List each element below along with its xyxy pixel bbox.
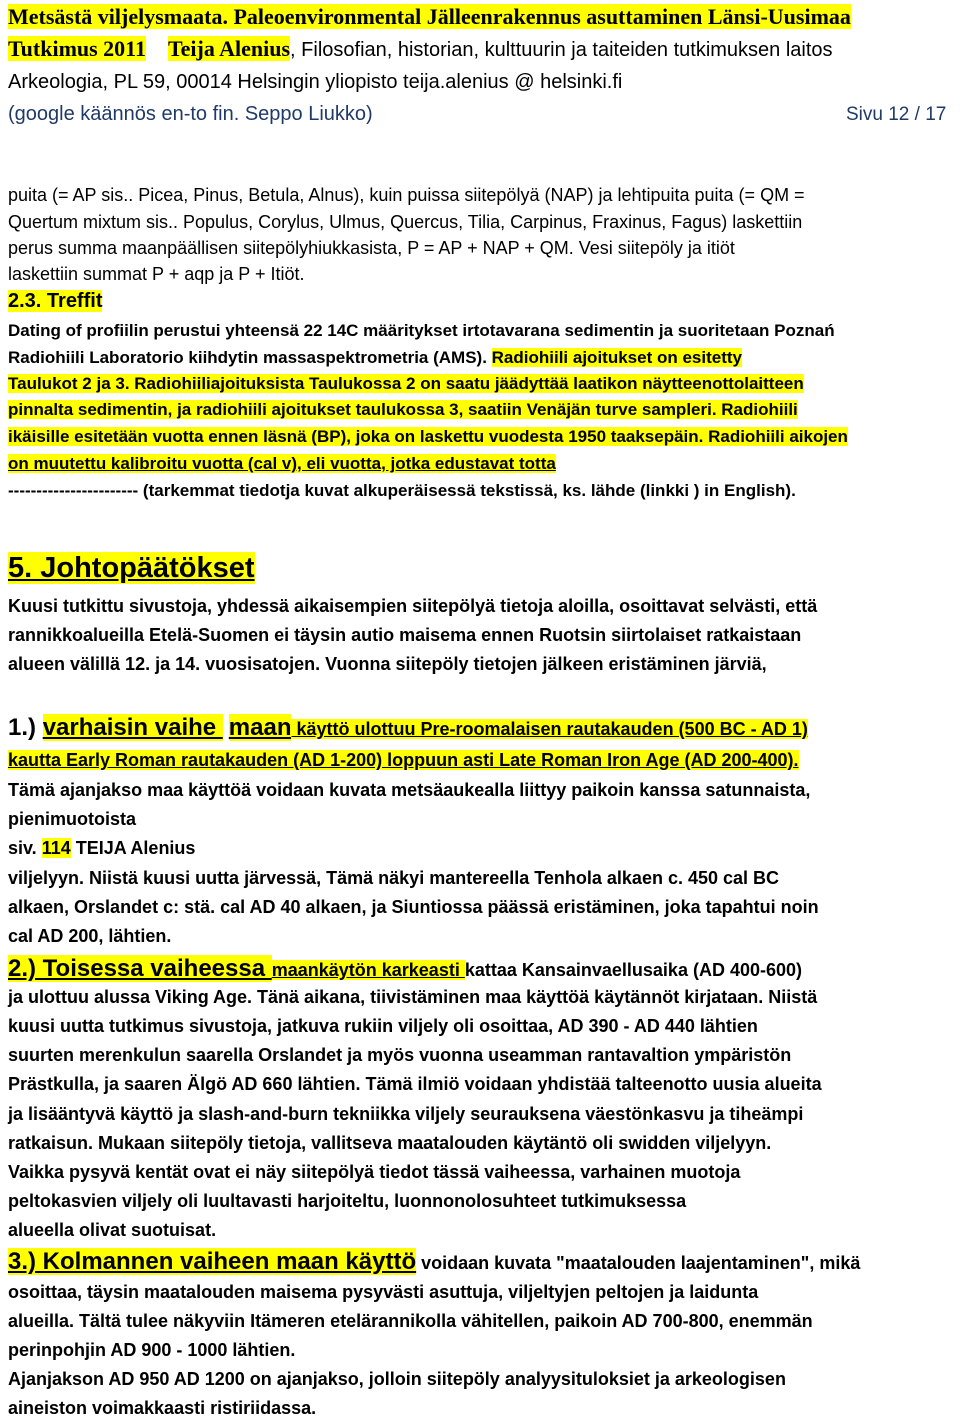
section-heading-conclusions: [8, 554, 255, 583]
phase1-title-maan: maan: [228, 714, 292, 741]
phase1-title: varhaisin vaihe: [42, 714, 223, 741]
phase2-line-2: kuusi uutta tutkimus sivustoja, jatkuva rukiin viljely oli osoittaa, AD 390 - AD 440 lähtien: [8, 1016, 758, 1036]
doc-title: [8, 6, 851, 28]
doc-subtitle: [8, 38, 833, 60]
phase2-line-6: ratkaisun. Mukaan siitepöly tietoja, vallitseva maatalouden käytäntö oli swidden viljelyyn.: [8, 1133, 772, 1153]
doc-title-text: Metsästä viljelysmaata. Paleoenvironmental Jälleenrakennus asuttaminen Länsi-Uusimaa: [8, 4, 851, 29]
phase2-line-7: Vaikka pysyvä kentät ovat ei näy siitepölyä tiedot tässä vaiheessa, varhainen muotoja: [8, 1162, 741, 1182]
page-marker-author: TEIJA Alenius: [70, 838, 196, 858]
phase2-line-8: peltokasvien viljely oli luultavasti harjoiteltu, luonnonolosuhteet tutkimuksessa: [8, 1191, 687, 1211]
conclusions-line-2: rannikkoalueilla Etelä-Suomen ei täysin autio maisema ennen Ruotsin siirtolaiset ratkaistaan: [8, 625, 802, 645]
phase2-title: 2.) Toisessa vaiheessa: [8, 955, 272, 982]
phase1-line-3: Tämä ajanjakso maa käyttöä voidaan kuvata metsäaukealla liittyy paikoin kanssa satunnaista,: [8, 780, 811, 800]
conclusions-heading-text: 5. Johtopäätökset: [8, 552, 255, 584]
treffit-line-6-text: on muutettu kalibroitu vuotta (cal v), eli vuotta, jotka edustavat totta: [8, 454, 556, 473]
intro-line-4: laskettiin summat P + aqp ja P + Itiöt.: [8, 264, 305, 284]
translation-note: (google käännös en-to fin. Seppo Liukko): [8, 103, 373, 125]
phase2-title-period: kattaa Kansainvaellusaika (AD 400-600): [464, 960, 803, 980]
page-marker: [8, 839, 195, 857]
phase2-line-9: alueella olivat suotuisat.: [8, 1220, 217, 1240]
phase3-title-rest: voidaan kuvata "maatalouden laajentaminen", mikä: [416, 1253, 861, 1273]
phase1-number: 1.): [8, 714, 43, 741]
phase3-line-2: alueilla. Tältä tulee näkyviin Itämeren etelärannikolla vähitellen, paikoin AD 700-800, enemmän: [8, 1311, 813, 1331]
treffit-line-5-text: ikäisille esitetään vuotta ennen läsnä (BP), joka on laskettu vuodesta 1950 taaksepäin. Radiohiili aikojen: [8, 427, 848, 446]
treffit-line-3: [8, 375, 804, 392]
phase3-title: 3.) Kolmannen vaiheen maan käyttö: [8, 1248, 417, 1275]
phase2-title-rest: maankäytön karkeasti: [271, 960, 465, 980]
conclusions-line-1: Kuusi tutkittu sivustoja, yhdessä aikaisempien siitepölyä tietoja aloilla, osoittavat selvästi, että: [8, 596, 818, 616]
phase3-line-5: aineiston voimakkaasti ristiriidassa.: [8, 1398, 317, 1418]
author-name: Teija Alenius: [167, 36, 291, 61]
page-number: Sivu 12 / 17: [846, 104, 947, 125]
intro-line-3: perus summa maanpäällisen siitepölyhiukkasista, P = AP + NAP + QM. Vesi siitepöly ja itiöt: [8, 238, 735, 258]
department: , Filosofian, historian, kulttuurin ja taiteiden tutkimuksen laitos: [290, 39, 833, 61]
section-heading-treffit: [8, 291, 102, 311]
phase2-line-4: Prästkulla, ja saaren Älgö AD 660 lähtien. Tämä ilmiö voidaan yhdistää talteenotto uusia alueita: [8, 1074, 822, 1094]
treffit-line-4-text: pinnalta sedimentin, ja radiohiili ajoitukset taulukossa 3, saatiin Venäjän turve sampleri. Radiohiili: [8, 400, 798, 419]
treffit-line-4: [8, 401, 798, 418]
phase3-heading: [8, 1250, 860, 1274]
phase1-line-2: [8, 751, 799, 769]
treffit-line-2: [8, 349, 742, 366]
phase1-line-6: viljelyyn. Niistä kuusi uutta järvessä, Tämä näkyi mantereella Tenhola alkaen c. 450 cal BC: [8, 868, 780, 888]
phase2-line-5: ja lisääntyvä käyttö ja slash-and-burn tekniikka viljely seurauksena väestönkasvu ja tiheämpi: [8, 1104, 804, 1124]
intro-line-1: puita (= AP sis.. Picea, Pinus, Betula, Alnus), kuin puissa siitepölyä (NAP) ja lehtipuita puita (= QM =: [8, 185, 805, 205]
phase1-line-4: pienimuotoista: [8, 809, 137, 829]
phase3-line-3: perinpohjin AD 900 - 1000 lähtien.: [8, 1340, 296, 1360]
phase3-line-1: osoittaa, täysin maatalouden maisema pysyvästi asuttuja, viljeltyjen peltojen ja laidunta: [8, 1282, 759, 1302]
phase3-line-4: Ajanjakson AD 950 AD 1200 on ajanjakso, jolloin siitepöly analyysituloksiet ja arkeologisen: [8, 1369, 786, 1389]
address-line: Arkeologia, PL 59, 00014 Helsingin yliopisto teija.alenius @ helsinki.fi: [8, 71, 623, 93]
treffit-line-2a: Radiohiili Laboratorio kiihdytin massaspektrometria (AMS).: [8, 348, 492, 367]
page-marker-number: 114: [41, 838, 71, 858]
phase1-line-8: cal AD 200, lähtien.: [8, 926, 172, 946]
phase2-heading: [8, 957, 802, 981]
conclusions-line-3: alueen välillä 12. ja 14. vuosisatojen. Vuonna siitepöly tietojen jälkeen eristäminen järviä,: [8, 654, 767, 674]
phase2-line-3: suurten merenkulun saarella Orslandet ja myös vuonna useamman rantavaltion ympäristön: [8, 1045, 792, 1065]
treffit-line-2b: Radiohiili ajoitukset on esitetty: [491, 348, 742, 367]
treffit-line-5: [8, 428, 848, 445]
phase2-line-1: ja ulottuu alussa Viking Age. Tänä aikana, tiivistäminen maa käyttöä käytännöt kirjataan. Niistä: [8, 987, 818, 1007]
phase1-heading: [8, 716, 808, 740]
phase1-line-2-text: kautta Early Roman rautakauden (AD 1-200) loppuun asti Late Roman Iron Age (AD 200-400).: [8, 750, 799, 770]
phase1-line-7: alkaen, Orslandet c: stä. cal AD 40 alkaen, ja Siuntiossa päässä eristäminen, joka tapahtui noin: [8, 897, 819, 917]
treffit-source-note: ----------------------- (tarkemmat tiedotja kuvat alkuperäisessä tekstissä, ks. lähde (linkki ) in English).: [8, 481, 796, 500]
intro-line-2: Quertum mixtum sis.. Populus, Corylus, Ulmus, Quercus, Tilia, Carpinus, Fraxinus, Fagus) laskettiin: [8, 212, 803, 232]
page-marker-prefix: siv.: [8, 838, 42, 858]
study-year: Tutkimus 2011: [8, 36, 146, 61]
treffit-heading-text: 2.3. Treffit: [8, 290, 103, 312]
treffit-line-3b: Radiohiiliajoituksista Taulukossa 2 on saatu jäädyttää laatikon näytteenottolaitteen: [134, 374, 804, 393]
treffit-line-3a: Taulukot 2 ja 3.: [8, 374, 135, 393]
treffit-line-1: Dating of profiilin perustui yhteensä 22 14C määritykset irtotavarana sedimentin ja suoritetaan Poznań: [8, 321, 835, 340]
treffit-line-6: [8, 455, 556, 472]
phase1-title-rest: käyttö ulottuu Pre-roomalaisen rautakauden (500 BC - AD 1): [291, 719, 808, 739]
